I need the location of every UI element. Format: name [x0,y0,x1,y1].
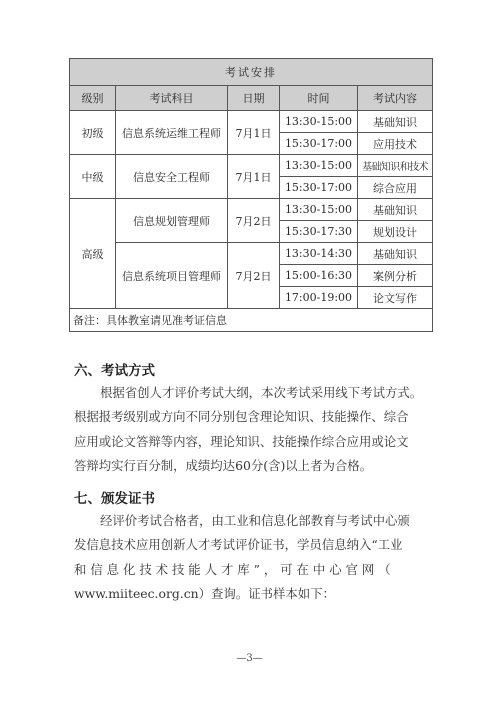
text-line: 根据报考级别或方向不同分别包含理论知识、技能操作、综合 [74,409,409,425]
text-line: 和 信 息 化 技 术 技 能 人 才 库 ” ， 可 在 中 心 官 网 （ [74,561,391,577]
time-cell: 17:00-19:00 [280,287,358,309]
level-cell: 中级 [70,155,116,199]
paragraph-certificate [74,509,426,607]
content-cell: 论文写作 [358,287,433,309]
content-cell: 规划设计 [358,221,433,243]
paragraph-exam-method [74,381,426,479]
text-line: 应用或论文答辩等内容，理论知识、技能操作综合应用或论文 [74,433,409,449]
content-cell: 应用技术 [358,133,433,155]
table-row [70,111,433,133]
text-line: 发信息技术应用创新人才考试评价证书，学员信息纳入“工业 [74,537,403,553]
date-cell: 7月2日 [228,199,280,243]
section-heading-exam-method: 六、考试方式 [74,363,155,379]
exam-schedule-table [69,58,433,332]
content-cell: 综合应用 [358,177,433,199]
level-cell: 高级 [70,199,116,309]
time-cell: 13:30-15:00 [280,199,358,221]
subject-cell: 信息系统项目管理师 [116,243,228,309]
text-line: 答辩均实行百分制，成绩均达60分(含)以上者为合格。 [74,458,373,474]
table-row [70,199,433,221]
subject-cell: 信息系统运维工程师 [116,111,228,155]
time-cell: 15:00-16:30 [280,265,358,287]
time-cell: 15:30-17:00 [280,177,358,199]
table-row [70,155,433,177]
level-cell: 初级 [70,111,116,155]
column-header: 时间 [280,86,358,111]
table-row [70,243,433,265]
column-header: 日期 [228,86,280,111]
column-header: 考试内容 [358,86,433,111]
section-heading-certificate: 七、颁发证书 [74,491,155,507]
content-cell: 案例分析 [358,265,433,287]
text-line: 根据省创人才评价考试大纲，本次考试采用线下考试方式。 [100,385,423,400]
column-header: 考试科目 [116,86,228,111]
content-cell: 基础知识 [358,199,433,221]
time-cell: 13:30-15:00 [280,111,358,133]
time-cell: 15:30-17:30 [280,221,358,243]
table-note-row [70,309,433,332]
date-cell: 7月1日 [228,111,280,155]
page-number: —3— [236,653,263,664]
time-cell: 13:30-14:30 [280,243,358,265]
content-cell: 基础知识 [358,243,433,265]
time-cell: 13:30-15:00 [280,155,358,177]
date-cell: 7月2日 [228,243,280,309]
text-line: www.miiteec.org.cn）查询。证书样本如下： [74,586,335,602]
time-cell: 15:30-17:00 [280,133,358,155]
subject-cell: 信息安全工程师 [116,155,228,199]
content-cell: 基础知识 [358,111,433,133]
table-header-row [70,86,433,111]
date-cell: 7月1日 [228,155,280,199]
subject-cell: 信息规划管理师 [116,199,228,243]
table-note: 备注：具体教室请见准考证信息 [70,309,433,332]
text-line: 经评价考试合格者，由工业和信息化部教育与考试中心颁 [100,513,410,528]
column-header: 级别 [70,86,116,111]
content-cell: 基础知识和技术 [358,155,433,177]
table-title: 考试安排 [70,59,433,86]
